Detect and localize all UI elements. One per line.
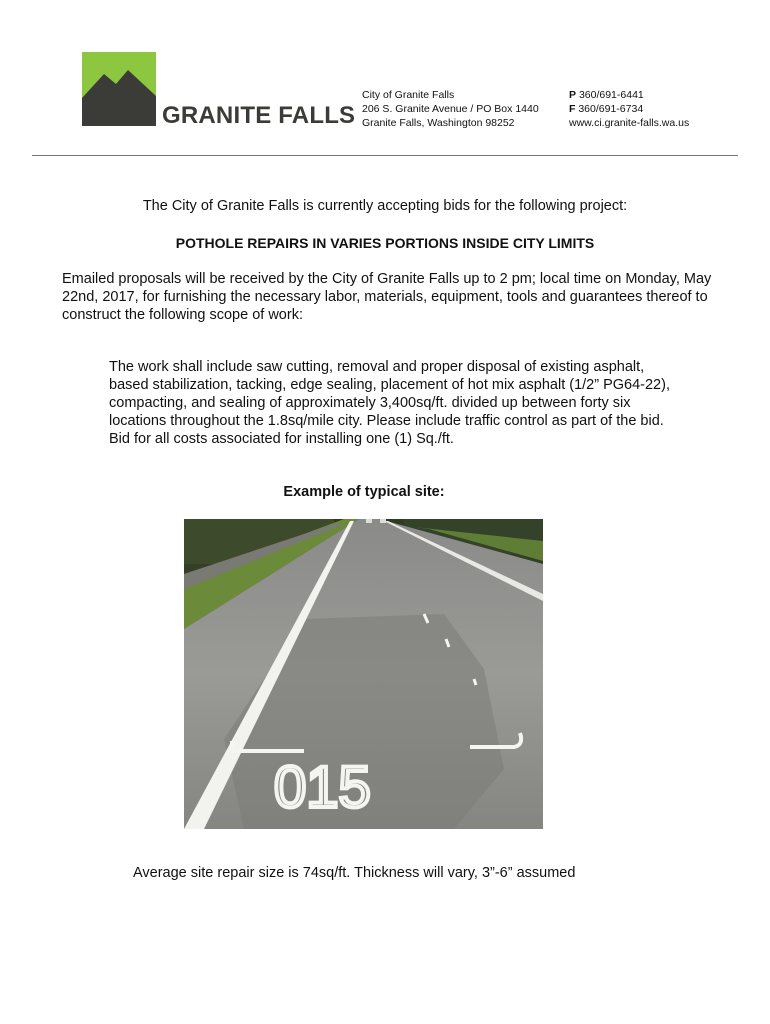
photo-caption: Average site repair size is 74sq/ft. Thickness will vary, 3”-6” assumed [133, 865, 576, 881]
mountain-logo-icon [82, 52, 156, 126]
scope-paragraph: The work shall include saw cutting, removal and proper disposal of existing asphalt, based stabilization, tacking, edge sealing, placement of hot mix asphalt (1/2” PG64-22), compacting, and sealing of approximately 3,400sq/ft. divided up between forty six locations throughout the 1.8sq/mile city. Please include traffic control as part of the bid. Bid for all costs associated for installing one (1) Sq./ft. [109, 359, 670, 447]
contact-info [569, 88, 689, 130]
fax-number: 360/691-6734 [578, 103, 644, 115]
address-line: 206 S. Granite Avenue / PO Box 1440 [362, 103, 539, 115]
fax-line [569, 102, 689, 116]
fax-label: F [569, 103, 576, 115]
logo-wordmark: GRANITE FALLS [162, 102, 356, 129]
proposal-paragraph: Emailed proposals will be received by the City of Granite Falls up to 2 pm; local time on Monday, May 22nd, 2017, for furnishing the necessary labor, materials, equipment, tools and guarantees thereof to construct the following scope of work: [62, 271, 712, 323]
city-address [362, 88, 539, 130]
header-divider [32, 155, 738, 156]
address-line: City of Granite Falls [362, 89, 455, 101]
phone-label: P [569, 89, 577, 101]
intro-text: The City of Granite Falls is currently accepting bids for the following project: [142, 198, 628, 214]
address-line: Granite Falls, Washington 98252 [362, 117, 515, 129]
pavement-marking-text: 015 [274, 755, 371, 820]
example-heading: Example of typical site: [283, 484, 445, 500]
road-site-photo [184, 519, 543, 829]
website-link[interactable]: www.ci.granite-falls.wa.us [569, 117, 690, 129]
project-title: POTHOLE REPAIRS IN VARIES PORTIONS INSIDE CITY LIMITS [175, 235, 595, 251]
phone-line [569, 88, 689, 102]
city-logo [82, 52, 356, 132]
phone-number: 360/691-6441 [578, 89, 644, 101]
